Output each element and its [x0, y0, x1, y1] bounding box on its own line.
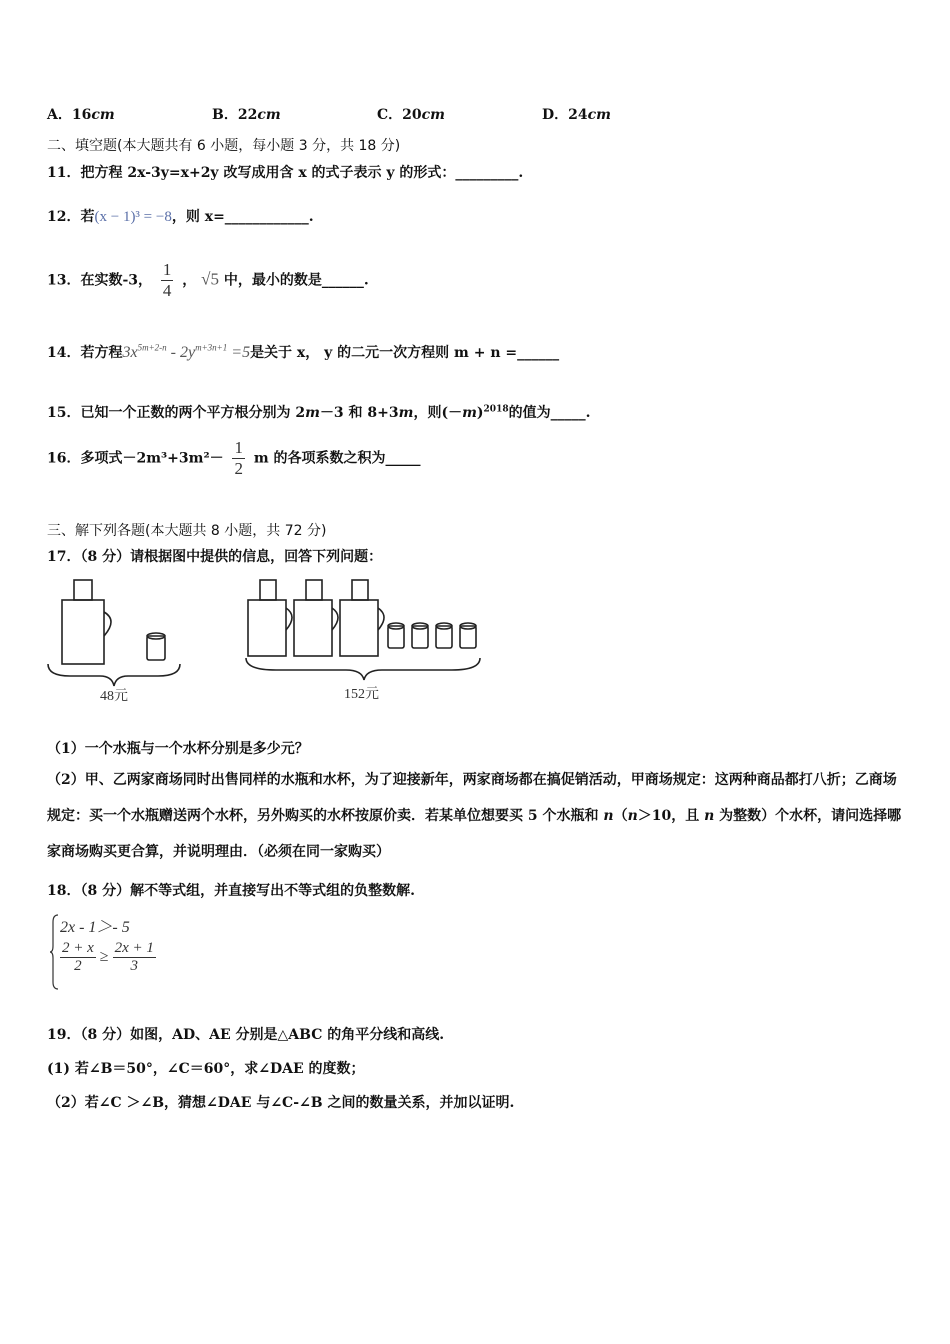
question-12: 12．若(x − 1)³ = −8，则 x=____________.: [47, 209, 314, 225]
section3-heading: 三、解下列各题(本大题共 8 小题，共 72 分): [47, 523, 327, 539]
brace-left: [48, 664, 180, 686]
q12-expression: (x − 1)³ = −8: [94, 209, 172, 225]
question-13: 13．在实数-3， $\frac{1}{4}$ ， √5 中，最小的数是______.: [47, 260, 369, 300]
option-a: A．16cm: [47, 107, 115, 123]
option-d: D．24cm: [542, 107, 611, 123]
left-brace: [50, 914, 60, 990]
q16-fraction: $\frac{1}{2}$: [234, 438, 243, 478]
option-b: B．22cm: [212, 107, 281, 123]
question-16: 16．多项式－2m³+3m²－ $\frac{1}{2}$ m 的各项系数之积为_____: [47, 438, 421, 478]
option-c: C．20cm: [377, 107, 445, 123]
q13-fraction: $\frac{1}{4}$: [162, 260, 172, 300]
question-19-title: 19．（8 分）如图，AD、AE 分别是△ABC 的角平分线和高线.: [47, 1027, 445, 1043]
question-17-title: 17．（8 分）请根据图中提供的信息，回答下列问题：: [47, 549, 383, 565]
water-bottle: [62, 600, 104, 664]
water-bottle: [340, 600, 378, 656]
question-17-sub2: （2）甲、乙两家商场同时出售同样的水瓶和水杯，为了迎接新年，两家商场都在搞促销活动，甲商场规定：这两种商品都打八折；乙商场规定：买一个水瓶赠送两个水杯，另外购买的水杯按原价卖．若某单位想要买 5 个水瓶和 n（n＞10，且 n 为整数）个水杯，请问选择哪家商场购买更合算，并说明理由．（必须在同一家购买）: [47, 772, 902, 860]
question-19-sub2: （2）若∠C ＞∠B，猜想∠DAE 与∠C-∠B 之间的数量关系，并加以证明.: [47, 1095, 515, 1111]
price-left: 48元: [100, 689, 128, 704]
price-right: 152元: [344, 687, 379, 702]
inequality-2: $\frac{2 + x}{2}$ ≥ $\frac{2x + 1}{3}$: [62, 940, 154, 974]
q17-figure: [40, 572, 490, 712]
bottle-cap: [74, 580, 92, 600]
q18-inequality-system: [50, 912, 230, 992]
bottle-handle: [104, 612, 111, 636]
water-bottle: [248, 600, 286, 656]
question-15: 15．已知一个正数的两个平方根分别为 2m－3 和 8+3m，则$(-m)^{2018}$的值为_____.: [47, 404, 591, 421]
question-18-title: 18．（8 分）解不等式组，并直接写出不等式组的负整数解.: [47, 883, 415, 899]
water-bottle: [294, 600, 332, 656]
section2-heading: 二、填空题(本大题共有 6 小题，每小题 3 分，共 18 分): [47, 138, 401, 154]
question-17-sub1: （1）一个水瓶与一个水杯分别是多少元？: [47, 741, 309, 757]
q13-sqrt: √5: [201, 269, 220, 289]
question-14: 14．若方程$3x^{5m+2-n} - 2y^{m+3n+1} =5$是关于 x， y 的二元一次方程则 m + n =______: [47, 342, 560, 361]
question-11: 11．把方程 2x-3y=x+2y 改写成用含 x 的式子表示 y 的形式：_________.: [47, 165, 524, 181]
brace-right: [246, 658, 480, 680]
inequality-1: 2x - 1＞- 5: [60, 919, 130, 936]
question-19-sub1: (1) 若∠B＝50°，∠C＝60°，求∠DAE 的度数；: [47, 1061, 365, 1077]
